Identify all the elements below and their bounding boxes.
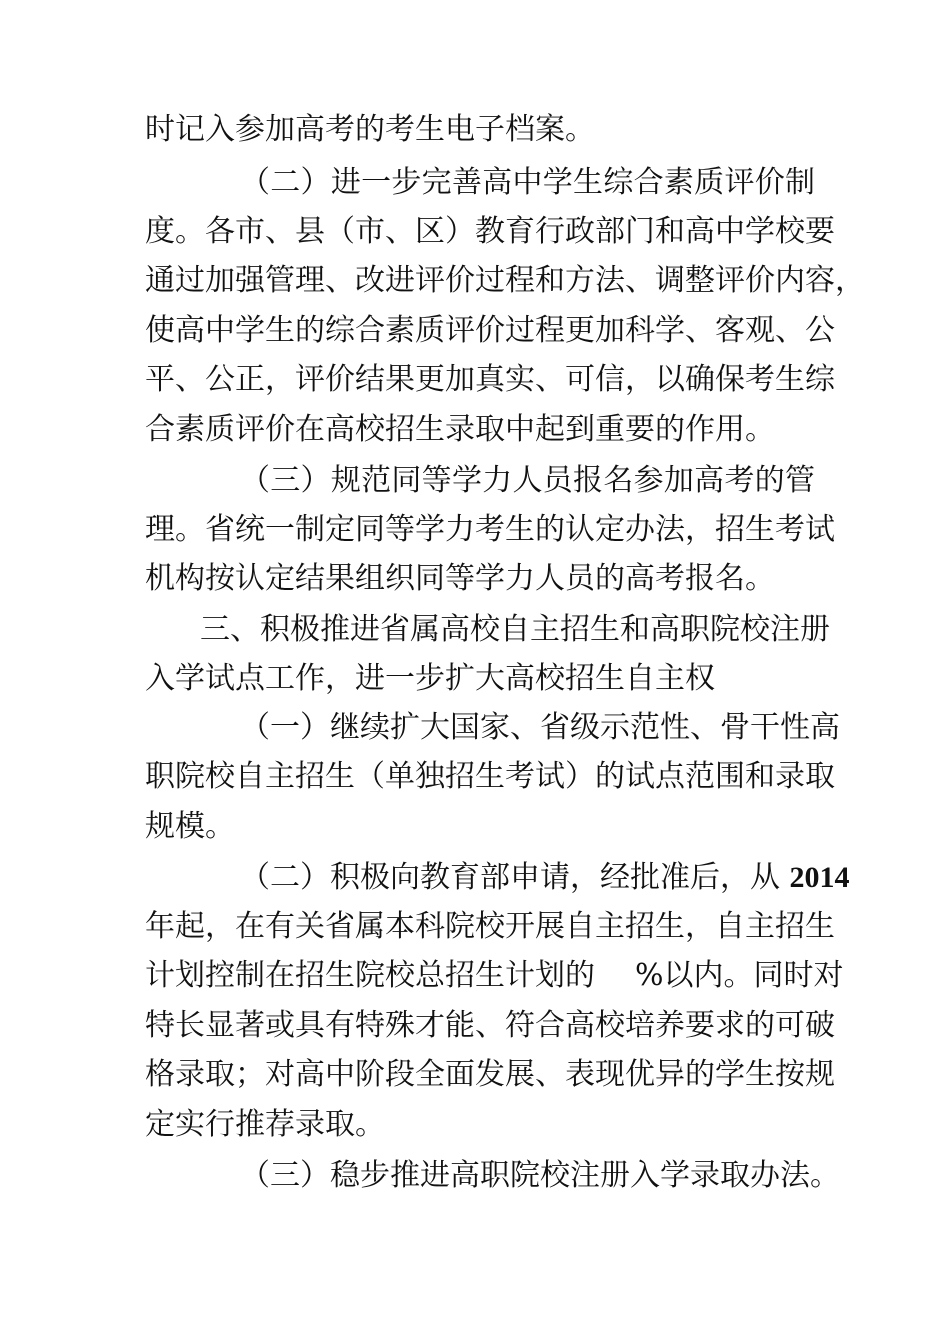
line-text: （二）积极向教育部申请，经批准后，从 [240, 860, 780, 895]
paragraph-line: 时记入参加高考的考生电子档案。 [145, 112, 595, 147]
paragraph-line [240, 853, 850, 903]
paragraph-line: 使高中学生的综合素质评价过程更加科学、客观、公 [145, 313, 835, 348]
paragraph-line: （三）规范同等学力人员报名参加高考的管 [240, 463, 815, 498]
section-heading-line: 三、积极推进省属高校自主招生和高职院校注册 [200, 612, 830, 647]
percent-sign: % [635, 958, 664, 993]
paragraph-line: 定实行推荐录取。 [145, 1107, 385, 1142]
paragraph-line: 机构按认定结果组织同等学力人员的高考报名。 [145, 561, 775, 596]
paragraph-line: 规模。 [145, 809, 235, 844]
paragraph-line: 合素质评价在高校招生录取中起到重要的作用。 [145, 412, 775, 447]
paragraph-line: 通过加强管理、改进评价过程和方法、调整评价内容， [145, 263, 865, 298]
paragraph-line: 理。省统一制定同等学力考生的认定办法，招生考试 [145, 512, 835, 547]
paragraph-line: 平、公正，评价结果更加真实、可信，以确保考生综 [145, 362, 835, 397]
paragraph-line: （二）进一步完善高中学生综合素质评价制 [240, 165, 815, 200]
paragraph-line: 年起，在有关省属本科院校开展自主招生，自主招生 [145, 909, 835, 944]
paragraph-line [145, 951, 844, 1001]
paragraph-line: 度。各市、县（市、区）教育行政部门和高中学校要 [145, 214, 835, 249]
section-heading-line: 入学试点工作，进一步扩大高校招生自主权 [145, 661, 715, 696]
line-text: 计划控制在招生院校总招生计划的 [145, 958, 595, 993]
paragraph-line: 职院校自主招生（单独招生考试）的试点范围和录取 [145, 759, 835, 794]
paragraph-line: 特长显著或具有特殊才能、符合高校培养要求的可破 [145, 1008, 835, 1043]
paragraph-line: （一）继续扩大国家、省级示范性、骨干性高 [240, 710, 840, 745]
line-text: 以内。同时对 [663, 958, 844, 993]
paragraph-line: 格录取；对高中阶段全面发展、表现优异的学生按规 [145, 1057, 835, 1092]
paragraph-line: （三）稳步推进高职院校注册入学录取办法。 [240, 1158, 840, 1193]
year-number: 2014 [789, 861, 850, 894]
